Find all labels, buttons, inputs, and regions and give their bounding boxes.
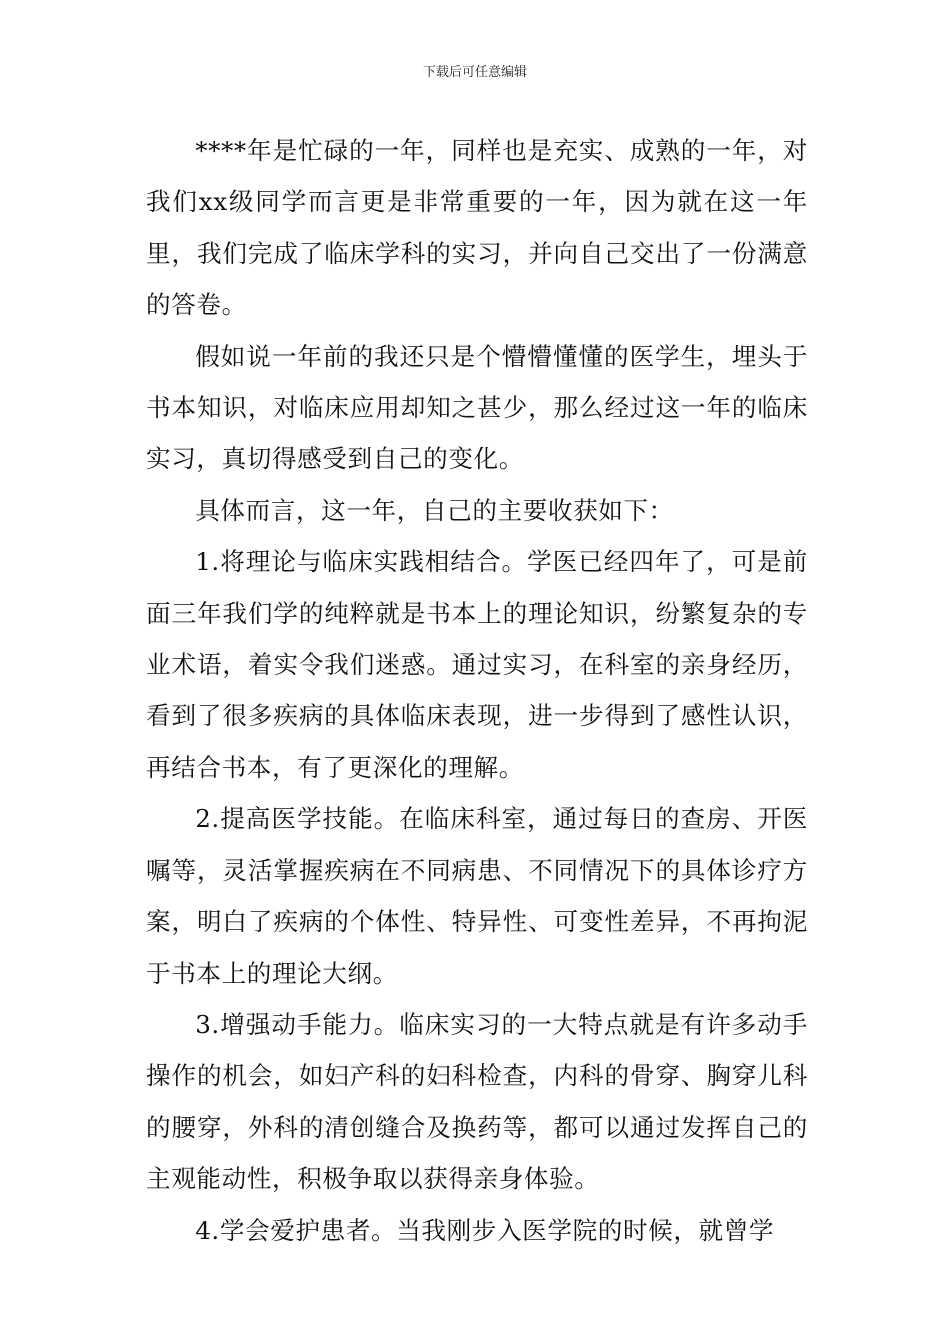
paragraph-summary-lead: 具体而言，这一年，自己的主要收获如下： [195,495,674,525]
paragraph-reflection: 假如说一年前的我还只是个懵懵懂懂的医学生，埋头于书本知识，对临床应用却知之甚少，那么经过这一年的临床实习，真切得感受到自己的变化。 [146,341,808,474]
page-header: 下载后可任意编辑 [422,65,527,80]
document-body [146,125,808,1256]
paragraph-item-2: 2.提高医学技能。在临床科室，通过每日的查房、开医嘱等，灵活掌握疾病在不同病患、不同情况下的具体诊疗方案，明白了疾病的个体性、特异性、可变性差异，不再拘泥于书本上的理论大纲。 [146,804,808,988]
paragraph-intro: ****年是忙碌的一年，同样也是充实、成熟的一年，对我们xx级同学而言更是非常重要的一年，因为就在这一年里，我们完成了临床学科的实习，并向自己交出了一份满意的答卷。 [146,136,808,320]
paragraph-item-1: 1.将理论与临床实践相结合。学医已经四年了，可是前面三年我们学的纯粹就是书本上的理论知识，纷繁复杂的专业术语，着实令我们迷惑。通过实习，在科室的亲身经历，看到了很多疾病的具体临床表现，进一步得到了感性认识，再结合书本，有了更深化的理解。 [146,547,808,782]
paragraph-item-3: 3.增强动手能力。临床实习的一大特点就是有许多动手操作的机会，如妇产科的妇科检查，内科的骨穿、胸穿儿科的腰穿，外科的清创缝合及换药等，都可以通过发挥自己的主观能动性，积极争取以获得亲身体验。 [146,1009,808,1194]
paragraph-item-4: 4.学会爱护患者。当我刚步入医学院的时候，就曾学 [195,1215,775,1245]
